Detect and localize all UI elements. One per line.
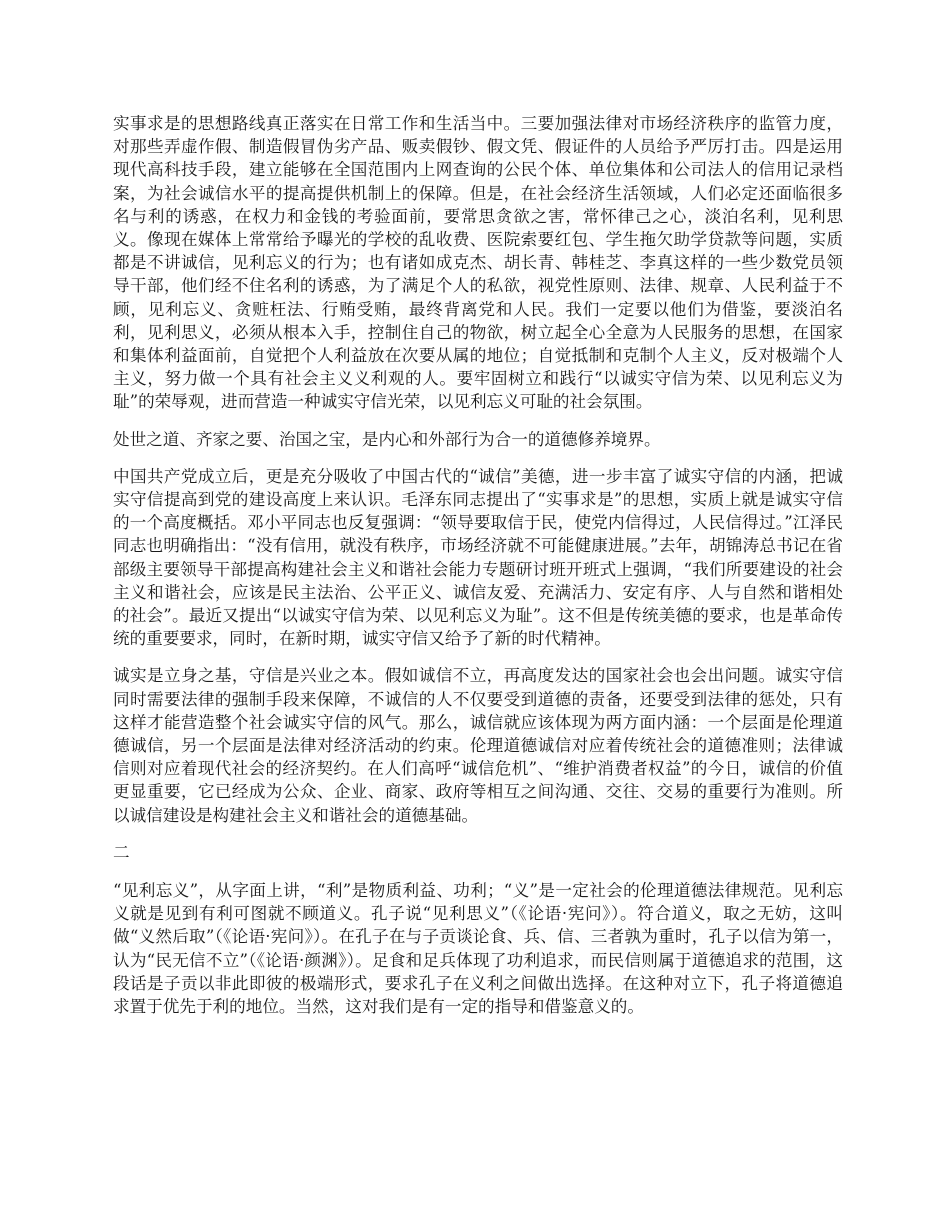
paragraph-3: 中国共产党成立后，更是充分吸收了中国古代的“诚信”美德，进一步丰富了诚实守信的内涵，把诚实守信提高到党的建设高度上来认识。毛泽东同志提出了“实事求是”的思想，实质上就是诚实守信的一个高度概括。邓小平同志也反复强调：“领导要取信于民，使党内信得过，人民信得过。”江泽民同志也明确指出：“没有信用，就没有秩序，市场经济就不可能健康进展。”去年，胡锦涛总书记在省部级主要领导干部提高构建社会主义和谐社会能力专题研讨班开班式上强调，“我们所要建设的社会主义和谐社会，应该是民主法治、公平正义、诚信友爱、充满活力、安定有序、人与自然和谐相处的社会”。最近又提出“以诚实守信为荣、以见利忘义为耻”。这不但是传统美德的要求，也是革命传统的重要要求，同时，在新时期，诚实守信又给予了新的时代精神。 <box>113 466 843 649</box>
section-number: 二 <box>113 842 130 862</box>
paragraph-1: 实事求是的思想路线真正落实在日常工作和生活当中。三要加强法律对市场经济秩序的监管力度，对那些弄虚作假、制造假冒伪劣产品、贩卖假钞、假文凭、假证件的人员给予严厉打击。四是运用现代高科技手段，建立能够在全国范围内上网查询的公民个体、单位集体和公司法人的信用记录档案，为社会诚信水平的提高提供机制上的保障。但是，在社会经济生活领域，人们必定还面临很多名与利的诱惑，在权力和金钱的考验面前，要常思贪欲之害，常怀律己之心，淡泊名利，见利思义。像现在媒体上常常给予曝光的学校的乱收费、医院索要红包、学生拖欠助学贷款等问题，实质都是不讲诚信，见利忘义的行为；也有诸如成克杰、胡长青、韩桂芝、李真这样的一些少数党员领导干部，他们经不住名利的诱惑，为了满足个人的私欲，视党性原则、法律、规章、人民利益于不顾，见利忘义、贪赃枉法、行贿受贿，最终背离党和人民。我们一定要以他们为借鉴，要淡泊名利，见利思义，必须从根本入手，控制住自己的物欲，树立起全心全意为人民服务的思想，在国家和集体利益面前，自觉把个人利益放在次要从属的地位；自觉抵制和克制个人主义，反对极端个人主义，努力做一个具有社会主义义利观的人。要牢固树立和践行“以诚实守信为荣、以见利忘义为耻”的荣辱观，进而营造一种诚实守信光荣，以见利忘义可耻的社会氛围。 <box>113 114 843 412</box>
paragraph-5: “见利忘义”，从字面上讲，“利”是物质利益、功利；“义”是一定社会的伦理道德法律规范。见利忘义就是见到有利可图就不顾道义。孔子说“见利思义”（《论语·宪问》）。符合道义，取之无妨，这叫做“义然后取”（《论语·宪问》）。在孔子在与子贡谈论食、兵、信、三者孰为重时，孔子以信为第一，认为“民无信不立”（《论语·颜渊》）。足食和足兵体现了功利追求，而民信则属于道德追求的范围，这段话是子贡以非此即彼的极端形式，要求孔子在义利之间做出选择。在这种对立下，孔子将道德追求置于优先于利的地位。当然，这对我们是有一定的指导和借鉴意义的。 <box>113 880 843 1016</box>
paragraph-2: 处世之道、齐家之要、治国之宝，是内心和外部行为合一的道德修养境界。 <box>113 429 661 449</box>
document-page <box>113 112 843 1032</box>
paragraph-4: 诚实是立身之基，守信是兴业之本。假如诚信不立，再高度发达的国家社会也会出问题。诚实守信同时需要法律的强制手段来保障，不诚信的人不仅要受到道德的责备，还要受到法律的惩处，只有这样才能营造整个社会诚实守信的风气。那么，诚信就应该体现为两方面内涵：一个层面是伦理道德诚信，另一个层面是法律对经济活动的约束。伦理道德诚信对应着传统社会的道德准则；法律诚信则对应着现代社会的经济契约。在人们高呼“诚信危机”、“维护消费者权益”的今日，诚信的价值更显重要，它已经成为公众、企业、商家、政府等相互之间沟通、交往、交易的重要行为准则。所以诚信建设是构建社会主义和谐社会的道德基础。 <box>113 666 843 825</box>
